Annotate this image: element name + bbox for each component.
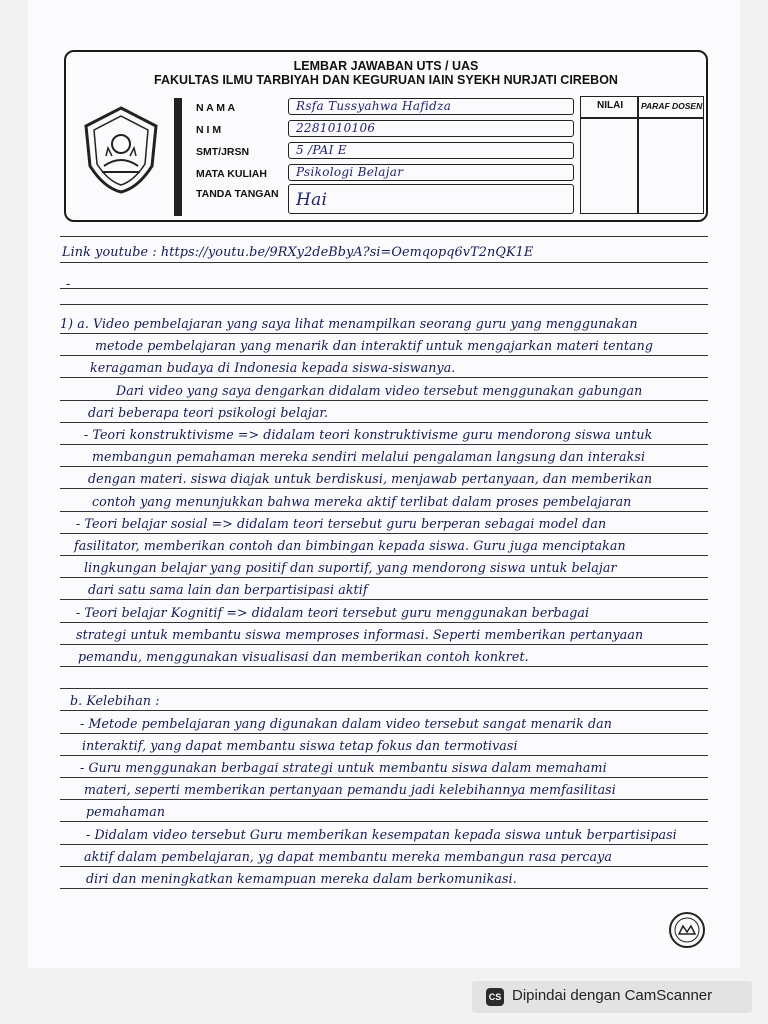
ruled-line: [60, 555, 708, 556]
header-form: [64, 50, 708, 222]
grade-header-line: [581, 117, 703, 119]
seal-watermark: [667, 910, 707, 950]
answer-line: - Guru menggunakan berbagai strategi untuk membantu siswa dalam memahami: [80, 760, 607, 775]
semester-value: 5 /PAI E: [296, 143, 347, 157]
name-label: N A M A: [196, 102, 236, 114]
ruled-line: [60, 622, 708, 623]
grade-label: NILAI: [597, 100, 624, 111]
ruled-line: [60, 333, 708, 334]
answer-line: Dari video yang saya dengarkan didalam video tersebut menggunakan gabungan: [116, 383, 643, 398]
ruled-line: [60, 511, 708, 512]
ruled-line: [60, 821, 708, 822]
answer-line: pemandu, menggunakan visualisasi dan memberikan contoh konkret.: [78, 649, 529, 664]
ruled-line: [60, 444, 708, 445]
ruled-line: [60, 799, 708, 800]
institution-logo: [78, 104, 164, 196]
ruled-line: [60, 688, 708, 689]
answer-line: dari beberapa teori psikologi belajar.: [88, 405, 329, 420]
answer-line: - Teori konstruktivisme => didalam teori konstruktivisme guru mendorong siswa untuk: [84, 427, 653, 442]
answer-line: - Teori belajar sosial => didalam teori tersebut guru berperan sebagai model dan: [76, 516, 607, 531]
ruled-line: [60, 533, 708, 534]
ruled-line: [60, 644, 708, 645]
answer-line: - Teori belajar Kognitif => didalam teori tersebut guru menggunakan berbagai: [76, 605, 590, 620]
semester-label: SMT/JRSN: [196, 146, 250, 158]
signature-value: Hai: [296, 190, 328, 210]
ruled-line: [60, 355, 708, 356]
answer-line: 1) a. Video pembelajaran yang saya lihat menampilkan seorang guru yang menggunakan: [60, 316, 638, 331]
ruled-line: [60, 304, 708, 305]
youtube-link: Link youtube : https://youtu.be/9RXy2deBbyA?si=Oemqopq6vT2nQK1E: [62, 245, 534, 260]
answer-line: metode pembelajaran yang menarik dan interaktif untuk mengajarkan materi tentang: [95, 338, 654, 353]
answer-line: dengan materi. siswa diajak untuk berdiskusi, menjawab pertanyaan, dan memberikan: [88, 471, 653, 486]
answer-line: lingkungan belajar yang positif dan suportif, yang mendorong siswa untuk belajar: [84, 560, 617, 575]
ruled-line: [60, 733, 708, 734]
answer-line: pemahaman: [86, 804, 166, 819]
course-value: Psikologi Belajar: [296, 165, 404, 179]
course-label: MATA KULIAH: [196, 168, 267, 180]
ruled-line: [60, 577, 708, 578]
ruled-line: [60, 377, 708, 378]
answer-line: strategi untuk membantu siswa memproses informasi. Seperti memberikan pertanyaan: [76, 627, 644, 642]
ruled-line: [60, 710, 708, 711]
ruled-line: [60, 466, 708, 467]
answer-line: keragaman budaya di Indonesia kepada siswa-siswanya.: [90, 360, 456, 375]
ruled-line: [60, 866, 708, 867]
ruled-line: [60, 262, 708, 263]
ruled-line: [60, 666, 708, 667]
answer-line: interaktif, yang dapat membantu siswa tetap fokus dan termotivasi: [82, 738, 518, 753]
answer-line: aktif dalam pembelajaran, yg dapat membantu mereka membangun rasa percaya: [84, 849, 612, 864]
ruled-line: [60, 288, 708, 289]
ruled-line: [60, 844, 708, 845]
answer-line: materi, seperti memberikan pertanyaan pemandu jadi kelebihannya memfasilitasi: [84, 782, 616, 797]
ruled-line: [60, 488, 708, 489]
ruled-line: [60, 777, 708, 778]
answer-line: contoh yang menunjukkan bahwa mereka aktif terlibat dalam proses pembelajaran: [92, 494, 632, 509]
camscanner-icon: CS: [486, 988, 504, 1006]
signature-field: [288, 184, 574, 214]
nim-value: 2281010106: [296, 121, 376, 135]
camscanner-badge: [472, 981, 752, 1013]
grade-box: [580, 96, 704, 214]
answer-line: dari satu sama lain dan berpartisipasi aktif: [88, 582, 368, 597]
ruled-line: [60, 400, 708, 401]
form-title: LEMBAR JAWABAN UTS / UAS: [293, 59, 479, 73]
ruled-line: [60, 755, 708, 756]
answer-line: - Didalam video tersebut Guru memberikan kesempatan kepada siswa untuk berpartisipasi: [86, 827, 677, 842]
signature-label: TANDA TANGAN: [196, 188, 279, 200]
answer-line: diri dan meningkatkan kemampuan mereka dalam berkomunikasi.: [86, 871, 517, 886]
ruled-line: [60, 888, 708, 889]
ruled-line: [60, 599, 708, 600]
lecturer-initial-label: PARAF DOSEN: [641, 101, 703, 111]
divider-bar: [174, 98, 182, 216]
name-value: Rsfa Tussyahwa Hafidza: [296, 99, 452, 113]
blank-dash: -: [66, 276, 71, 291]
ruled-line: [60, 422, 708, 423]
answer-line: fasilitator, memberikan contoh dan bimbingan kepada siswa. Guru juga menciptakan: [74, 538, 626, 553]
grade-divider: [637, 97, 639, 213]
nim-label: N I M: [196, 124, 222, 136]
camscanner-text: Dipindai dengan CamScanner: [512, 987, 713, 1004]
ruled-line: [60, 236, 708, 237]
answer-line: membangun pemahaman mereka sendiri melalui pengalaman langsung dan interaksi: [92, 449, 646, 464]
answer-line: b. Kelebihan :: [70, 693, 160, 708]
faculty-title: FAKULTAS ILMU TARBIYAH DAN KEGURUAN IAIN SYEKH NURJATI CIREBON: [154, 73, 618, 87]
answer-line: - Metode pembelajaran yang digunakan dalam video tersebut sangat menarik dan: [80, 716, 612, 731]
